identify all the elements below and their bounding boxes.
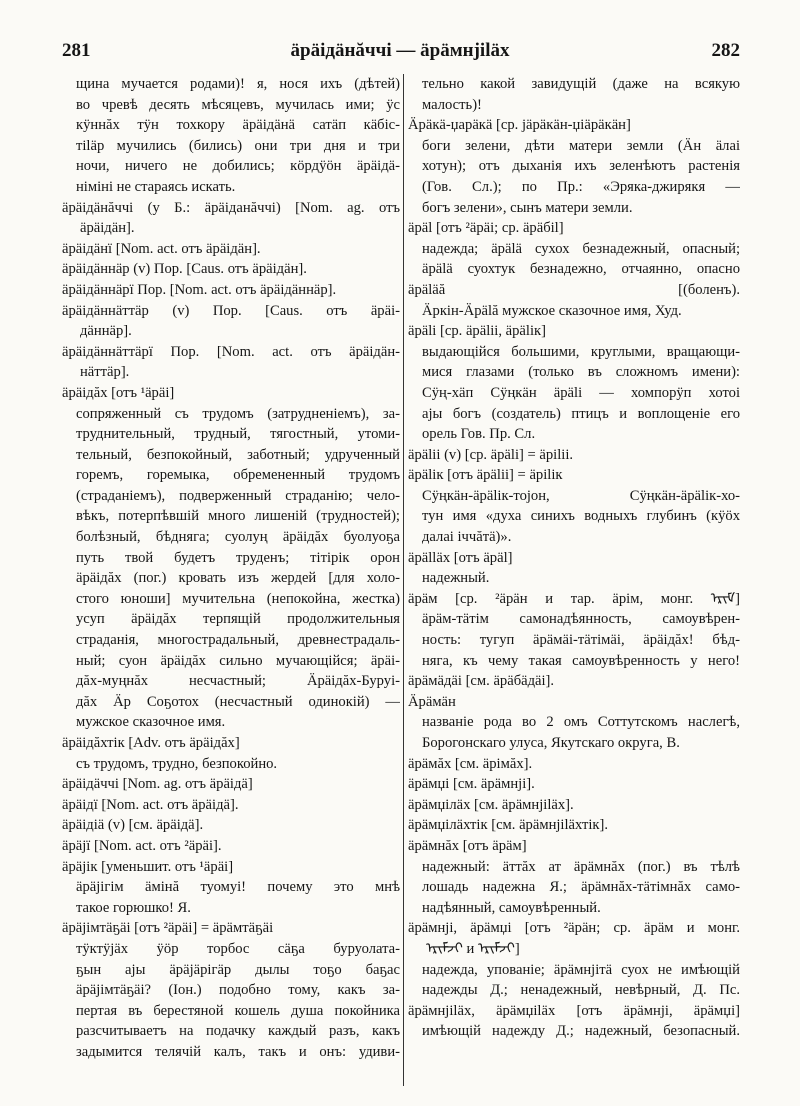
entry-body-line: (Гов. Сл.); по Пр.: «Эряка-джирякя —: [422, 178, 740, 195]
entry-body-line: надѣянный, самоувѣренный.: [422, 899, 601, 916]
entry-body-line: во чревѣ десять мѣсяцевъ, мучилась ими; ÿс: [76, 96, 400, 113]
entry-body-line: горемъ, горемыка, обремененный трудомъ: [76, 467, 400, 484]
entry-body-line: ный; суон äрäідăх сильно мучающійся; äрäі-: [76, 652, 400, 669]
entry-body-line: надежды Д.; ненадежный, невѣрный, Д. Пс.: [422, 982, 740, 999]
entry-body-line: дăх-муңнăх несчастный; Äрäідăх-Буруі-: [76, 673, 400, 690]
page-header: [0, 40, 800, 70]
page-number-left: 281: [62, 40, 91, 61]
entry-body-line: äрäjімтäҕäі? (Іон.) подобно тому, какъ за-: [76, 982, 400, 999]
entry-headword-line: äрäм [ср. ²äрäн и тар. äрім, монг. ᠡᠷᠢᠮ]: [408, 590, 740, 607]
entry-body-line: щина мучается родами)! я, нося ихъ (дѣтей): [76, 76, 400, 92]
entry-body-line: кÿннăх тÿн тохкору äрäідäнä сатäп кäбіс-: [76, 117, 400, 134]
entry-body-line: тельный, безпокойный, заботный; удрученный: [76, 446, 400, 463]
entry-body-line: Сÿңкäн-äрälік-тојон, Сÿңкäн-äрälік-хо-: [422, 487, 740, 504]
entry-body-line: труднительный, трудный, тягостный, утоми-: [76, 426, 400, 443]
entry-body-line: мися глазами (только въ сложномъ имени):: [422, 364, 740, 381]
entry-body-line: дăх Äр Соҕотох (несчастный одинокій) —: [76, 693, 400, 710]
entry-body-line: пертая въ берестяной кошель душа покойника: [76, 1002, 400, 1019]
entry-headword-line: äрäідăх [отъ ¹äрäі]: [62, 384, 175, 401]
entry-headword-line: Äрäкä-џарäкä [ср. jäрäкäн-џіäрäкäн]: [408, 117, 631, 134]
entry-body-line: тіläр мучились (бились) они три дня и три: [76, 137, 400, 154]
entry-headword-line: äрäідіä (v) [см. äрäідä].: [62, 817, 204, 834]
entry-headword-line: äрäідäннäр (v) Пор. [Caus. отъ äрäідäн].: [62, 261, 307, 278]
entry-headword-line: äрäl [отъ ²äрäі; ср. äрäбіl]: [408, 220, 564, 237]
entry-body-line: имѣющій надежду Д.; надежный, безопасный.: [422, 1023, 740, 1040]
entry-body-line: мужское сказочное имя.: [76, 714, 226, 731]
entry-headword-line: äрäмнjі, äрäмџі [отъ ²äрäн; ср. äрäм и монг.: [408, 920, 740, 937]
entry-body-line: äрäjігім äмінă туомуі! почему это мнѣ: [76, 879, 400, 896]
entry-body-line: ночи, ничего не добились; кöрдÿöн äрäідä-: [76, 158, 400, 175]
entry-headword-line: äрäідäннäрï Пор. [Nom. act. отъ äрäідäннäр].: [62, 281, 337, 298]
entry-headword-line: äрäмнjіläх, äрäмџіläх [отъ äрäмнjі, äрäмџі]: [408, 1002, 740, 1019]
entry-body-line: далаі іччăтä)».: [422, 529, 512, 546]
entry-body-line: съ трудомъ, трудно, безпокойно.: [76, 755, 278, 772]
entry-body-line: Борогонскаго улуса, Якутскаго округа, В.: [422, 735, 680, 751]
entry-body-line: орель Гов. Пр. Сл.: [422, 426, 536, 443]
entry-body-line: разсчитываетъ на подачку каждый разъ, какъ: [76, 1023, 400, 1040]
entry-headword-line: äрäідï [Nom. act. отъ äрäідä].: [62, 796, 239, 813]
entry-body-line: дäннäр].: [80, 323, 132, 340]
entry-body-line: лошадь надежна Я.; äрäмнăх-тäтімнăх само-: [422, 879, 740, 896]
entry-headword-line: äрäli [ср. äрälii, äрälік]: [408, 323, 546, 340]
entry-body-line: Äркін-Äрälă мужское сказочное имя, Худ.: [422, 302, 682, 319]
entry-body-line: названіе рода во 2 омъ Соттутскомъ наслегѣ,: [422, 714, 740, 731]
left-column: [62, 74, 400, 1063]
entry-body-line: äрäм-тäтім самонадѣянность, самоувѣрен-: [422, 611, 740, 628]
entry-body-line: болѣзный, бѣдняга; суолуң äрäідăх буолуоҕа: [76, 529, 400, 546]
entry-body-line: вѣкъ, потерпѣвшій много лишеній (трудностей);: [76, 508, 400, 525]
entry-body-line: усуп äрäідăх терпящій продолжительныя: [76, 611, 400, 628]
entry-body-line: тельно какой завидущій (даже на всякую: [422, 76, 740, 92]
entry-body-line: надежда, упованіе; äрäмнjітä суох не имѣющій: [422, 961, 740, 978]
entry-headword-line: äрäідäччі [Nom. ag. отъ äрäідä]: [62, 776, 253, 793]
entry-body-line: сопряженный съ трудомъ (затрудненіемъ), за-: [76, 405, 400, 422]
entry-body-line: тун имя «духа синихъ водныхъ глубинъ (кÿöх: [422, 508, 740, 525]
entry-body-line: Сÿң-хäп Сÿңкäн äрäli — хомпорÿп хотоі: [422, 384, 740, 401]
entry-body-line: ᠡᠷᠢᠮᠵᠢ и ᠡᠷᠢᠮᠵᠢ]: [426, 940, 520, 957]
running-title: äрäідäнăччі — äрäмнjіläх: [290, 40, 510, 61]
entry-headword-line: äрäмџі [см. äрäмнjі].: [408, 776, 535, 793]
entry-body-line: путь твой будетъ труденъ; тітірік орон: [76, 549, 400, 566]
column-divider: [403, 74, 404, 1086]
entry-body-line: такое горюшко! Я.: [76, 899, 191, 916]
entry-body-line: богъ зелени», сынъ матери земли.: [422, 199, 633, 216]
entry-body-line: надежда; äрälä сухох безнадежный, опасный;: [422, 240, 740, 257]
entry-body-line: німіні не стараясь искать.: [76, 178, 236, 195]
entry-body-line: äрälä суохтук безнадежно, отчаянно, опасно: [422, 261, 740, 278]
entry-body-line: страданія, многострадальный, древнестрадаль-: [76, 632, 400, 649]
page-number-right: 282: [711, 40, 740, 61]
entry-headword-line: äрäмџілäх [см. äрäмнjіläх].: [408, 796, 574, 813]
entry-headword-line: äрäмнăх [отъ äрäм]: [408, 837, 527, 854]
entry-body-line: надежный: äттăх ат äрäмнăх (пог.) въ тѣлѣ: [422, 858, 740, 875]
entry-headword-line: äрäідăхтік [Adv. отъ äрäідăх]: [62, 735, 240, 751]
entry-body-line: (страданіемъ), подверженный страданію; чело-: [76, 487, 400, 504]
entry-headword-line: äрäідäнï [Nom. act. отъ äрäідäн].: [62, 240, 261, 257]
entry-headword-line: Äрäмäн: [408, 693, 456, 710]
entry-headword-line: äрäмџілäхтік [см. äрäмнjіläхтік].: [408, 817, 608, 834]
entry-body-line: надежный.: [422, 570, 490, 587]
entry-headword-line: äрälii (v) [ср. äрäli] = äрilii.: [408, 446, 574, 463]
entry-body-line: ность: тугуп äрäмäі-тäтімäі, äрäідăх! бѣд-: [422, 632, 740, 649]
entry-headword-line: äрälік [отъ äрälii] = äрilік: [408, 467, 563, 484]
entry-body-line: выдающійся большими, круглыми, вращающи-: [422, 343, 740, 360]
entry-body-line: нäттäр].: [80, 364, 130, 381]
entry-body-line: ҕын аjы äрäjäрігäр дылы тоҕо баҕас: [76, 961, 400, 978]
entry-headword-line: äрäідäнăччі (у Б.: äрäіданăччі) [Nom. ag. отъ: [62, 199, 400, 216]
entry-headword-line: äрäмăх [см. äрімăх].: [408, 755, 533, 772]
entry-body-line: аjы богъ (создатель) птицъ и воплощеніе его: [422, 405, 740, 422]
entry-headword-line: äрäідäннäттäрï Пор. [Nom. act. отъ äрäідäн-: [62, 343, 400, 360]
entry-headword-line: äрäjімтäҕäі [отъ ²äрäі] = äрäмтäҕäі: [62, 920, 274, 937]
entry-headword-line: äрälläх [отъ äрäl]: [408, 549, 513, 566]
entry-body-line: няга, къ чему такая самоувѣренность у него!: [422, 652, 740, 669]
entry-body-line: боги зелени, дѣти матери земли (Äн äлаі: [422, 137, 740, 154]
entry-body-line: хотун); отъ дыханія ихъ зеленѣютъ растенія: [422, 158, 740, 175]
right-column: [408, 74, 740, 1042]
entry-headword-line: äрäмäдäі [см. äрäбäдäі].: [408, 673, 555, 690]
entry-headword-line: äрäідäннäттäр (v) Пор. [Caus. отъ äрäі-: [62, 302, 400, 319]
entry-body-line: äрäідäн].: [80, 220, 135, 237]
entry-body-line: тÿктÿjäх ÿöр торбос сäҕа буруолата-: [76, 940, 400, 957]
entry-body-line: задымится телячій калъ, такъ и онъ: удиви-: [76, 1043, 400, 1060]
entry-body-line: малость)!: [422, 96, 482, 113]
entry-headword-line: äрäjï [Nom. act. отъ ²äрäі].: [62, 837, 222, 854]
entry-body-line: äрäідăх (пог.) кровать изъ жердей [для холо-: [76, 570, 400, 587]
entry-headword-line: äрäläă [(боленъ).: [408, 281, 740, 298]
entry-body-line: стого юноши] мучительна (непокойна, жестка): [76, 590, 400, 607]
entry-headword-line: äрäjік [уменьшит. отъ ¹äрäі]: [62, 858, 234, 875]
